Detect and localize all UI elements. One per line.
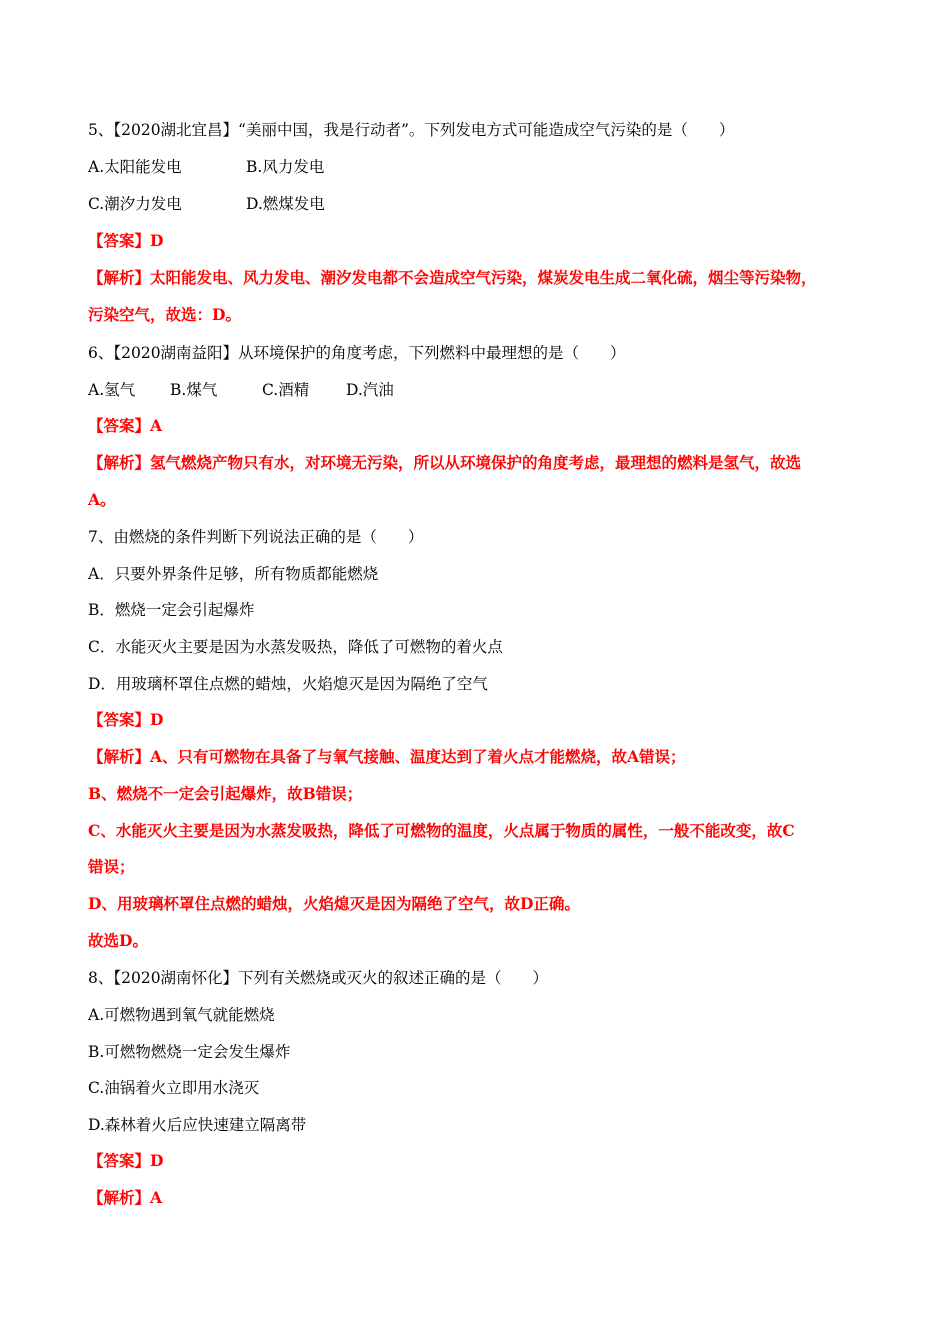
q6-stem: 6、【2020湖南益阳】从环境保护的角度考虑，下列燃料中最理想的是（ ） (88, 344, 626, 362)
q7-stem: 7、由燃烧的条件判断下列说法正确的是（ ） (88, 528, 424, 546)
q8-stem: 8、【2020湖南怀化】下列有关燃烧或灭火的叙述正确的是（ ） (88, 969, 549, 987)
q6-analysis-line2: A。 (88, 490, 116, 509)
q7-option-d: D．用玻璃杯罩住点燃的蜡烛，火焰熄灭是因为隔绝了空气 (88, 675, 488, 693)
q7-answer: 【答案】D (88, 710, 164, 729)
q7-option-b: B．燃烧一定会引起爆炸 (88, 601, 255, 619)
q7-analysis-line4: 错误； (88, 857, 135, 876)
q6-analysis-line1: 【解析】氢气燃烧产物只有水，对环境无污染，所以从环境保护的角度考虑，最理想的燃料是氢气，故选 (88, 453, 802, 472)
q7-option-c: C．水能灭火主要是因为水蒸发吸热，降低了可燃物的着火点 (88, 638, 503, 656)
q7-option-a: A．只要外界条件足够，所有物质都能燃烧 (88, 565, 379, 583)
q7-conclusion: 故选D。 (88, 931, 148, 950)
q8-option-c: C.油锅着火立即用水浇灭 (88, 1079, 260, 1097)
q8-option-a: A.可燃物遇到氧气就能燃烧 (88, 1006, 275, 1024)
q5-analysis-line2: 污染空气，故选：D。 (88, 305, 241, 324)
q5-answer: 【答案】D (88, 231, 164, 250)
q8-option-d: D.森林着火后应快速建立隔离带 (88, 1116, 307, 1134)
q7-analysis-line2: B、燃烧不一定会引起爆炸，故B错误； (88, 784, 363, 803)
q8-analysis-line1: 【解析】A (88, 1188, 163, 1207)
q6-option-c: C.酒精 (262, 381, 310, 399)
q6-option-a: A.氢气 (88, 381, 136, 399)
q7-analysis-line1: 【解析】A、只有可燃物在具备了与氧气接触、温度达到了着火点才能燃烧，故A错误； (88, 747, 686, 766)
q5-option-b: B.风力发电 (246, 158, 325, 176)
q5-option-c: C.潮汐力发电 (88, 195, 182, 213)
q6-option-b: B.煤气 (170, 381, 218, 399)
q5-analysis-line1: 【解析】太阳能发电、风力发电、潮汐发电都不会造成空气污染，煤炭发电生成二氧化硫，烟尘等污染物， (88, 268, 817, 287)
q5-stem: 5、【2020湖北宜昌】“美丽中国，我是行动者”。下列发电方式可能造成空气污染的是（ ） (88, 121, 735, 139)
q5-option-a: A.太阳能发电 (88, 158, 182, 176)
q7-analysis-line3: C、水能灭火主要是因为水蒸发吸热，降低了可燃物的温度，火点属于物质的属性，一般不能改变，故C (88, 821, 795, 840)
q8-answer: 【答案】D (88, 1151, 164, 1170)
q6-answer: 【答案】A (88, 416, 163, 435)
q5-option-d: D.燃煤发电 (246, 195, 325, 213)
q7-analysis-line5: D、用玻璃杯罩住点燃的蜡烛，火焰熄灭是因为隔绝了空气，故D正确。 (88, 894, 580, 913)
q6-option-d: D.汽油 (346, 381, 394, 399)
q8-option-b: B.可燃物燃烧一定会发生爆炸 (88, 1043, 291, 1061)
